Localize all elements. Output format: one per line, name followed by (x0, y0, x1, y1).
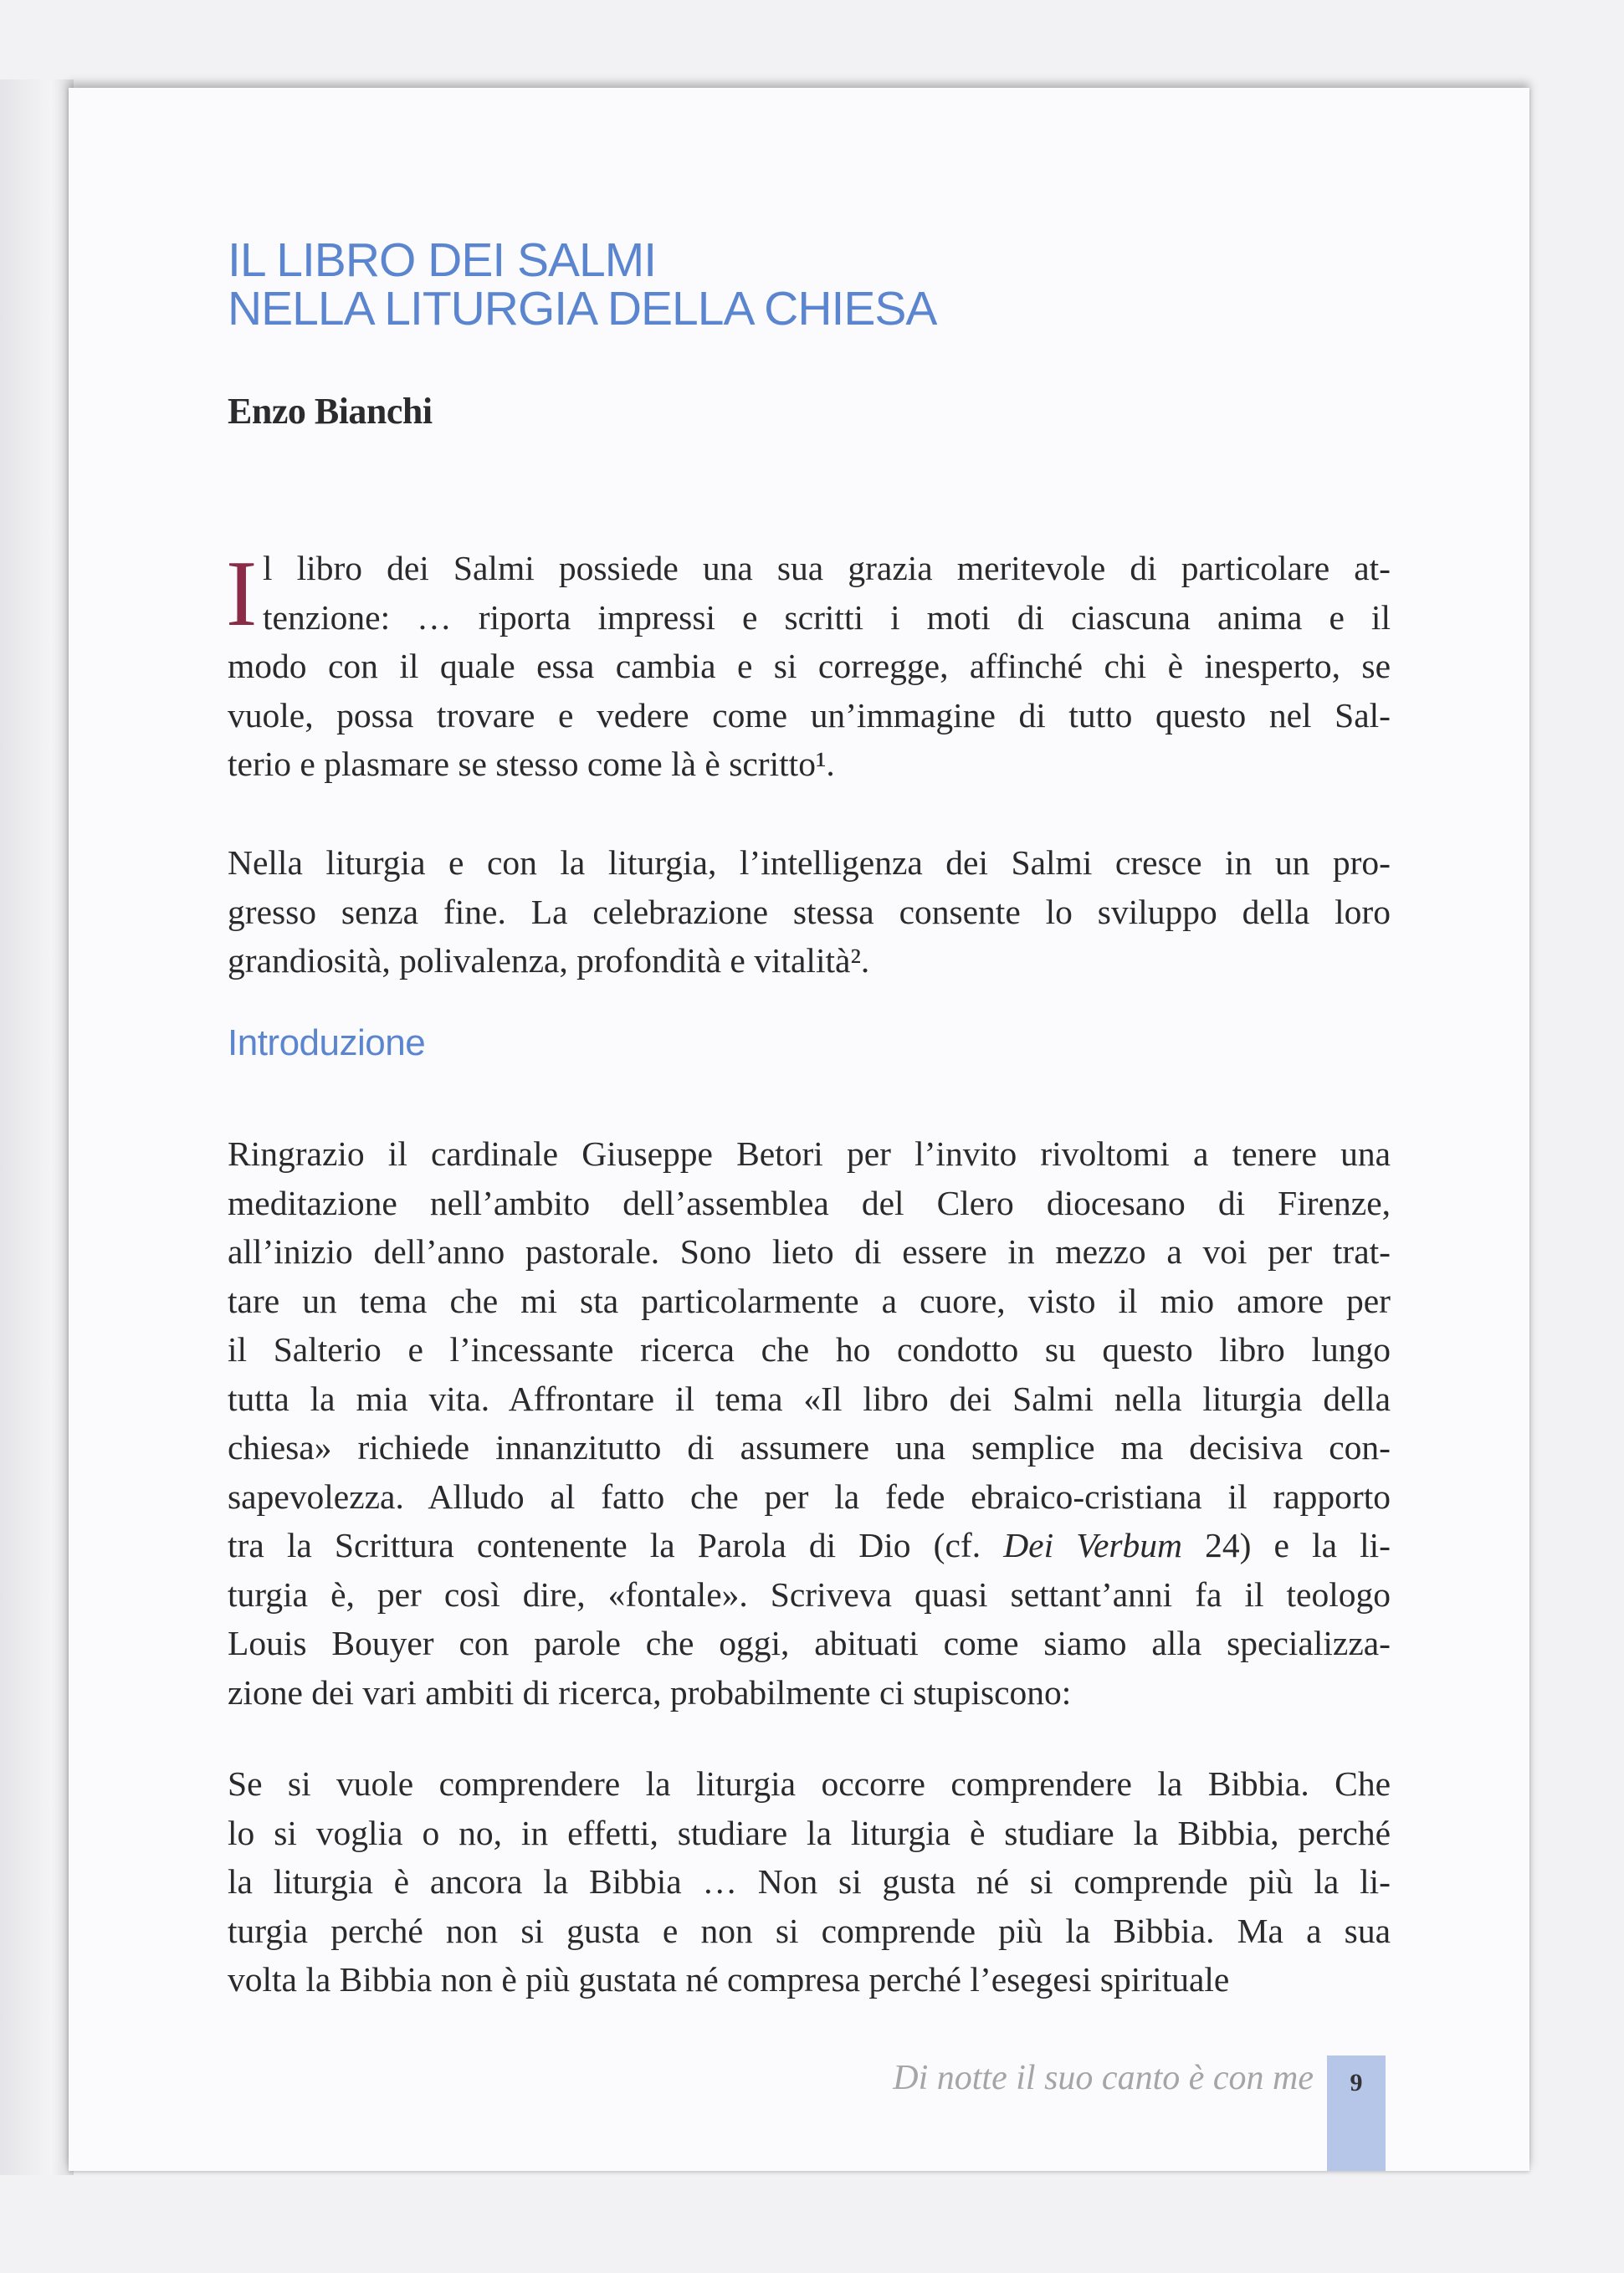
text-line (228, 888, 1391, 937)
text-line-content: turgia perché non si gusta e non si comprende più la Bibbia. Ma a sua (228, 1911, 1391, 1950)
text-line-content: volta la Bibbia non è più gustata né compresa perché l’esegesi spirituale (228, 1960, 1230, 1999)
text-line (228, 1809, 1391, 1858)
text-line-content: Louis Bouyer con parole che oggi, abituati come siamo alla specializza- (228, 1624, 1391, 1662)
book-binding-shadow (0, 79, 74, 2175)
text-line (228, 1325, 1391, 1375)
text-line-content: Se si vuole comprendere la liturgia occorre comprendere la Bibbia. Che (228, 1764, 1391, 1803)
running-footer-title: Di notte il suo canto è con me (893, 2059, 1314, 2097)
text-line-content: tare un tema che mi sta particolarmente a cuore, visto il mio amore per (228, 1281, 1391, 1320)
text-line-content: grandiosità, polivalenza, profondità e vitalità². (228, 941, 870, 980)
text-line (228, 1668, 1391, 1718)
text-line (228, 642, 1391, 691)
text-line-content: turgia è, per così dire, «fontale». Scriveva quasi settant’anni fa il teologo (228, 1574, 1391, 1614)
text-line (228, 1227, 1391, 1277)
text-line-content: vuole, possa trovare e vedere come un’immagine di tutto questo nel Sal- (228, 695, 1391, 735)
text-line (228, 936, 1391, 985)
text-line (228, 1375, 1391, 1424)
text-line-content: zione dei vari ambiti di ricerca, probabilmente ci stupiscono: (228, 1672, 1072, 1712)
text-line-content: il Salterio e l’incessante ricerca che ho condotto su questo libro lungo (228, 1330, 1391, 1369)
text-line (228, 1179, 1391, 1228)
text-line (228, 1277, 1391, 1326)
epigraph-paragraph-2 (228, 838, 1391, 985)
text-line (228, 1619, 1391, 1668)
drop-cap: I (226, 542, 258, 646)
text-line-content: modo con il quale essa cambia e si corregge, affinché chi è inesperto, se (228, 647, 1391, 685)
text-line (228, 1570, 1391, 1620)
text-line (228, 1129, 1391, 1179)
author-name: Enzo Bianchi (228, 391, 433, 432)
text-line (228, 1521, 1391, 1570)
text-line (228, 593, 1391, 642)
text-line-content: sapevolezza. Alludo al fatto che per la fede ebraico-cristiana il rapporto (228, 1477, 1391, 1516)
page-number: 9 (1350, 2069, 1363, 2096)
reference-tail: 24) e la li- (1182, 1526, 1391, 1564)
text-line-content: all’inizio dell’anno pastorale. Sono lieto di essere in mezzo a voi per trat- (228, 1232, 1391, 1271)
section-heading: Introduzione (228, 1022, 426, 1063)
chapter-title (228, 233, 937, 335)
text-line (228, 1907, 1391, 1956)
page-number-tab (1327, 2055, 1386, 2171)
text-line (228, 740, 1391, 789)
text-line (228, 1423, 1391, 1472)
text-line-content: gresso senza fine. La celebrazione stessa consente lo sviluppo della loro (228, 892, 1391, 931)
text-line-content: lo si voglia o no, in effetti, studiare la liturgia è studiare la Bibbia, perché (228, 1813, 1391, 1852)
epigraph-paragraph (228, 544, 1391, 789)
text-line (228, 1857, 1391, 1907)
text-line (228, 1472, 1391, 1522)
text-line (228, 691, 1391, 740)
text-line-content: tutta la mia vita. Affrontare il tema «Il libro dei Salmi nella liturgia della (228, 1379, 1391, 1418)
text-line-content: terio e plasmare se stesso come là è scritto¹. (228, 745, 835, 783)
text-line (228, 544, 1391, 593)
text-line-content: Nella liturgia e con la liturgia, l’intelligenza dei Salmi cresce in un pro- (228, 843, 1391, 882)
text-line (228, 838, 1391, 888)
body-paragraph (228, 1129, 1391, 1717)
text-line-content: chiesa» richiede innanzitutto di assumere una semplice ma decisiva con- (228, 1428, 1391, 1467)
block-quote (228, 1759, 1391, 2004)
text-line-content: Ringrazio il cardinale Giuseppe Betori per l’invito rivoltomi a tenere una (228, 1134, 1391, 1173)
text-line-content: meditazione nell’ambito dell’assemblea del Clero diocesano di Firenze, (228, 1183, 1391, 1222)
text-line-content: tra la Scrittura contenente la Parola di Dio (cf. (228, 1526, 1004, 1564)
text-line-content: la liturgia è ancora la Bibbia … Non si gusta né si comprende più la li- (228, 1862, 1391, 1901)
chapter-title-line-2: NELLA LITURGIA DELLA CHIESA (228, 282, 937, 335)
text-line-content: l libro dei Salmi possiede una sua grazia meritevole di particolare at- (263, 549, 1391, 587)
text-line-content: tenzione: … riporta impressi e scritti i moti di ciascuna anima e il (263, 597, 1391, 637)
italic-reference: Dei Verbum (1003, 1526, 1183, 1564)
text-line (228, 1759, 1391, 1809)
text-line (228, 1955, 1391, 2004)
chapter-title-line-1: IL LIBRO DEI SALMI (228, 233, 657, 287)
